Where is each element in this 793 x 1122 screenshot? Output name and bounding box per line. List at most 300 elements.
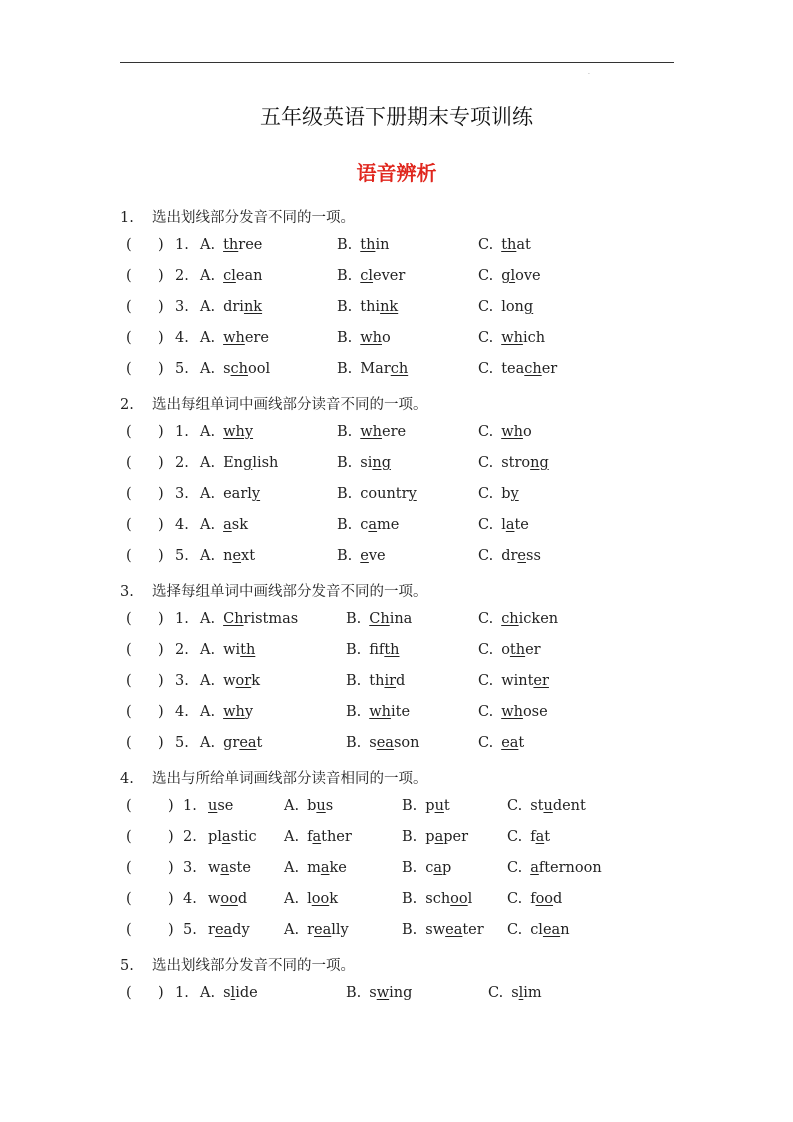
word-suffix: s bbox=[325, 798, 334, 814]
instruction-text: 选出划线部分发音不同的一项。 bbox=[152, 210, 355, 226]
option-a[interactable] bbox=[200, 985, 258, 1001]
question-number: 2. bbox=[175, 642, 189, 659]
given-word bbox=[208, 829, 257, 845]
answer-blank-close[interactable]: ) bbox=[158, 548, 164, 565]
answer-blank-open[interactable]: ( bbox=[126, 642, 132, 659]
section-instruction bbox=[120, 954, 355, 975]
answer-blank-open[interactable]: ( bbox=[126, 860, 132, 877]
option-a[interactable] bbox=[284, 860, 347, 876]
underlined-part: y bbox=[408, 486, 417, 503]
word-suffix: fternoon bbox=[538, 860, 602, 877]
option-c[interactable] bbox=[507, 798, 586, 814]
answer-blank-open[interactable]: ( bbox=[126, 891, 132, 908]
option-c[interactable] bbox=[507, 922, 570, 938]
answer-blank-close[interactable]: ) bbox=[168, 798, 174, 814]
answer-blank-open[interactable]: ( bbox=[126, 611, 132, 627]
word-suffix: o bbox=[382, 330, 391, 347]
word-suffix: l bbox=[467, 891, 473, 908]
word-prefix: l bbox=[501, 517, 506, 534]
section-instruction bbox=[120, 580, 428, 601]
word-suffix: per bbox=[443, 829, 469, 846]
option-c[interactable] bbox=[507, 829, 550, 845]
option-a[interactable] bbox=[200, 548, 255, 564]
option-c[interactable] bbox=[478, 299, 533, 315]
option-a[interactable] bbox=[200, 673, 260, 689]
option-b[interactable] bbox=[346, 735, 419, 751]
underlined-part: a bbox=[505, 517, 515, 534]
option-a[interactable] bbox=[200, 642, 255, 658]
option-c[interactable] bbox=[507, 860, 602, 876]
word-suffix: ere bbox=[244, 330, 269, 347]
option-a[interactable] bbox=[200, 455, 278, 471]
underlined-part: oo bbox=[450, 891, 468, 908]
underlined-part: e bbox=[232, 548, 242, 565]
underlined-part: er bbox=[533, 673, 549, 690]
option-letter: B. bbox=[337, 268, 353, 285]
word-suffix: d bbox=[553, 891, 563, 908]
word-prefix: fif bbox=[369, 642, 385, 659]
word-suffix: k bbox=[329, 891, 338, 908]
answer-blank-close[interactable]: ) bbox=[158, 455, 164, 472]
option-letter: B. bbox=[337, 237, 353, 253]
option-b[interactable] bbox=[337, 299, 398, 315]
word-suffix: p bbox=[442, 860, 452, 877]
word-prefix: w bbox=[223, 673, 236, 690]
answer-blank-open[interactable]: ( bbox=[126, 735, 132, 752]
option-b[interactable] bbox=[337, 330, 391, 346]
question-number: 1. bbox=[175, 237, 189, 253]
underlined-part: oo bbox=[220, 891, 238, 908]
option-letter: A. bbox=[284, 798, 300, 814]
answer-blank-open[interactable]: ( bbox=[126, 361, 132, 378]
option-letter: B. bbox=[346, 704, 362, 721]
option-letter: A. bbox=[200, 735, 216, 752]
option-letter: C. bbox=[478, 735, 494, 752]
underlined-part: wh bbox=[501, 424, 523, 440]
answer-blank-open[interactable]: ( bbox=[126, 673, 132, 690]
word-prefix: b bbox=[501, 486, 511, 503]
option-letter: B. bbox=[402, 829, 418, 846]
word-prefix: thi bbox=[360, 299, 381, 316]
word-suffix: xt bbox=[241, 548, 256, 565]
option-letter: C. bbox=[478, 237, 494, 253]
underlined-part: e bbox=[517, 548, 526, 565]
underlined-part: ea bbox=[501, 735, 519, 752]
option-letter: A. bbox=[200, 517, 216, 534]
option-letter: B. bbox=[337, 299, 353, 316]
option-a[interactable] bbox=[200, 704, 253, 720]
underlined-part: y bbox=[510, 486, 519, 503]
word-prefix: n bbox=[223, 548, 233, 565]
option-letter: C. bbox=[478, 299, 494, 316]
question-row bbox=[0, 268, 793, 288]
underlined-part: ea bbox=[376, 735, 394, 752]
word-prefix: c bbox=[360, 517, 369, 534]
answer-blank-open[interactable]: ( bbox=[126, 517, 132, 534]
word-prefix: sch bbox=[425, 891, 451, 908]
underlined-part: wh bbox=[360, 424, 383, 440]
word-prefix: s bbox=[511, 985, 519, 1001]
answer-blank-close[interactable]: ) bbox=[158, 424, 164, 440]
answer-blank-close[interactable]: ) bbox=[158, 673, 164, 690]
word-suffix: at bbox=[516, 237, 531, 253]
answer-blank-open[interactable]: ( bbox=[126, 424, 132, 440]
word-suffix: er bbox=[525, 642, 541, 659]
option-c[interactable] bbox=[507, 891, 562, 907]
option-letter: C. bbox=[478, 704, 494, 721]
word-prefix: si bbox=[360, 455, 373, 472]
word-prefix: dri bbox=[223, 299, 244, 316]
option-b[interactable] bbox=[346, 673, 405, 689]
underlined-part: ea bbox=[314, 922, 332, 939]
answer-blank-open[interactable]: ( bbox=[126, 704, 132, 721]
option-a[interactable] bbox=[200, 361, 270, 377]
word-suffix: ina bbox=[389, 611, 413, 627]
underlined-part: u bbox=[543, 798, 553, 814]
section-number: 3. bbox=[120, 584, 134, 600]
answer-blank-close[interactable]: ) bbox=[168, 922, 174, 939]
word-suffix: t bbox=[443, 798, 450, 814]
option-letter: B. bbox=[402, 860, 418, 877]
answer-blank-open[interactable]: ( bbox=[126, 548, 132, 565]
underlined-part: u bbox=[434, 798, 444, 814]
option-c[interactable] bbox=[478, 642, 541, 658]
answer-blank-open[interactable]: ( bbox=[126, 237, 132, 253]
option-letter: A. bbox=[284, 922, 300, 939]
word-prefix: th bbox=[369, 673, 385, 690]
word-suffix: sk bbox=[231, 517, 248, 534]
option-c[interactable] bbox=[478, 486, 519, 502]
option-letter: B. bbox=[337, 486, 353, 503]
underlined-part: wh bbox=[501, 330, 523, 347]
word-suffix: ter bbox=[462, 922, 484, 939]
word-suffix: icken bbox=[518, 611, 559, 627]
option-letter: C. bbox=[488, 985, 504, 1001]
option-letter: C. bbox=[478, 517, 494, 534]
underlined-part: a bbox=[220, 860, 230, 877]
option-letter: A. bbox=[200, 486, 216, 503]
underlined-part: e bbox=[360, 548, 369, 565]
given-word bbox=[208, 891, 247, 907]
option-b[interactable] bbox=[346, 611, 412, 627]
question-row bbox=[0, 891, 793, 911]
given-word bbox=[208, 922, 250, 938]
question-row bbox=[0, 829, 793, 849]
option-letter: C. bbox=[507, 891, 523, 908]
option-letter: C. bbox=[507, 829, 523, 846]
answer-blank-close[interactable]: ) bbox=[158, 361, 164, 378]
option-c[interactable] bbox=[478, 548, 541, 564]
option-letter: C. bbox=[507, 860, 523, 877]
option-b[interactable] bbox=[346, 642, 399, 658]
word-suffix: lish bbox=[252, 455, 279, 472]
word-prefix: w bbox=[208, 891, 221, 908]
option-b[interactable] bbox=[402, 798, 450, 814]
section-instruction bbox=[120, 393, 428, 414]
word-suffix: t bbox=[256, 735, 263, 752]
answer-blank-close[interactable]: ) bbox=[158, 237, 164, 253]
option-a[interactable] bbox=[284, 798, 333, 814]
word-prefix: wi bbox=[223, 642, 241, 659]
word-prefix: st bbox=[530, 798, 544, 814]
answer-blank-open[interactable]: ( bbox=[126, 985, 132, 1001]
question-row bbox=[0, 424, 793, 444]
option-b[interactable] bbox=[346, 704, 410, 720]
question-row bbox=[0, 611, 793, 631]
section-number: 2. bbox=[120, 397, 134, 413]
answer-blank-close[interactable]: ) bbox=[158, 735, 164, 752]
option-a[interactable] bbox=[200, 330, 269, 346]
question-row bbox=[0, 704, 793, 724]
option-letter: A. bbox=[200, 237, 216, 253]
answer-blank-close[interactable]: ) bbox=[158, 517, 164, 534]
question-number: 5. bbox=[175, 548, 189, 565]
question-row bbox=[0, 455, 793, 475]
word-suffix: ove bbox=[515, 268, 541, 285]
word-suffix: ich bbox=[522, 330, 546, 347]
word-suffix: son bbox=[393, 735, 420, 752]
option-letter: C. bbox=[478, 611, 494, 627]
option-c[interactable] bbox=[478, 517, 529, 533]
word-suffix: im bbox=[523, 985, 542, 1001]
option-b[interactable] bbox=[337, 548, 386, 564]
word-suffix: ree bbox=[238, 237, 263, 253]
word-suffix: ide bbox=[235, 985, 258, 1001]
answer-blank-open[interactable]: ( bbox=[126, 268, 132, 285]
word-prefix: r bbox=[307, 922, 315, 939]
option-letter: B. bbox=[337, 330, 353, 347]
word-suffix: t bbox=[544, 829, 551, 846]
question-number: 1. bbox=[175, 985, 189, 1001]
question-row bbox=[0, 299, 793, 319]
option-a[interactable] bbox=[200, 735, 262, 751]
answer-blank-close[interactable]: ) bbox=[168, 891, 174, 908]
option-c[interactable] bbox=[478, 268, 541, 284]
word-suffix: er bbox=[541, 361, 558, 378]
option-a[interactable] bbox=[200, 486, 260, 502]
question-number: 4. bbox=[183, 891, 197, 908]
option-b[interactable] bbox=[337, 424, 406, 440]
option-a[interactable] bbox=[284, 922, 349, 938]
underlined-part: wh bbox=[223, 330, 245, 347]
word-prefix: r bbox=[208, 922, 215, 939]
option-letter: A. bbox=[200, 548, 216, 565]
word-prefix: En bbox=[223, 455, 244, 472]
option-letter: A. bbox=[200, 299, 216, 316]
option-b[interactable] bbox=[337, 237, 389, 253]
option-a[interactable] bbox=[200, 237, 262, 253]
answer-blank-close[interactable]: ) bbox=[158, 299, 164, 316]
question-number: 5. bbox=[175, 735, 189, 752]
word-prefix: earl bbox=[223, 486, 252, 503]
underlined-part: th bbox=[509, 642, 526, 659]
option-letter: C. bbox=[478, 548, 494, 565]
option-c[interactable] bbox=[478, 330, 545, 346]
option-letter: A. bbox=[200, 424, 216, 440]
question-number: 1. bbox=[183, 798, 197, 814]
word-suffix: ose bbox=[522, 704, 548, 721]
option-b[interactable] bbox=[337, 517, 399, 533]
question-row bbox=[0, 922, 793, 942]
answer-blank-close[interactable]: ) bbox=[168, 829, 174, 846]
underlined-part: nk bbox=[243, 299, 263, 316]
option-letter: C. bbox=[478, 268, 494, 285]
answer-blank-open[interactable]: ( bbox=[126, 922, 132, 939]
option-b[interactable] bbox=[337, 455, 391, 471]
option-b[interactable] bbox=[402, 829, 468, 845]
section-number: 1. bbox=[120, 210, 134, 226]
answer-blank-open[interactable]: ( bbox=[126, 299, 132, 316]
option-b[interactable] bbox=[337, 486, 417, 502]
underlined-part: u bbox=[208, 798, 218, 814]
option-c[interactable] bbox=[478, 735, 524, 751]
answer-blank-close[interactable]: ) bbox=[158, 486, 164, 503]
answer-blank-open[interactable]: ( bbox=[126, 455, 132, 472]
word-prefix: Mar bbox=[360, 361, 391, 378]
question-number: 4. bbox=[175, 704, 189, 721]
option-b[interactable] bbox=[402, 922, 484, 938]
option-c[interactable] bbox=[478, 455, 549, 471]
word-prefix: b bbox=[307, 798, 317, 814]
word-suffix: t bbox=[518, 735, 525, 752]
option-a[interactable] bbox=[284, 891, 338, 907]
instruction-text: 选出与所给单词画线部分读音相同的一项。 bbox=[152, 771, 428, 787]
question-row bbox=[0, 361, 793, 381]
option-letter: A. bbox=[200, 985, 216, 1001]
option-b[interactable] bbox=[337, 361, 408, 377]
option-c[interactable] bbox=[478, 361, 557, 377]
word-prefix: l bbox=[307, 891, 312, 908]
word-prefix: s bbox=[369, 985, 377, 1001]
section-instruction bbox=[120, 206, 355, 227]
answer-blank-close[interactable]: ) bbox=[158, 704, 164, 721]
answer-blank-close[interactable]: ) bbox=[158, 268, 164, 285]
underlined-part: ng bbox=[372, 455, 391, 472]
underlined-part: ch bbox=[390, 361, 409, 378]
option-c[interactable] bbox=[488, 985, 542, 1001]
question-number: 5. bbox=[175, 361, 189, 378]
option-c[interactable] bbox=[478, 673, 549, 689]
option-b[interactable] bbox=[337, 268, 405, 284]
option-letter: B. bbox=[402, 798, 418, 814]
option-letter: A. bbox=[200, 361, 216, 378]
option-letter: C. bbox=[478, 642, 494, 659]
question-number: 4. bbox=[175, 330, 189, 347]
word-suffix: ke bbox=[329, 860, 347, 877]
answer-blank-open[interactable]: ( bbox=[126, 829, 132, 846]
word-prefix: p bbox=[425, 829, 435, 846]
section-number: 4. bbox=[120, 771, 134, 787]
underlined-part: y bbox=[251, 486, 261, 503]
option-a[interactable] bbox=[200, 424, 253, 440]
option-c[interactable] bbox=[478, 424, 532, 440]
option-a[interactable] bbox=[200, 268, 262, 284]
option-letter: A. bbox=[200, 268, 216, 285]
option-letter: B. bbox=[346, 985, 362, 1001]
underlined-part: ch bbox=[501, 611, 519, 627]
option-letter: C. bbox=[478, 424, 494, 440]
underlined-part: ea bbox=[239, 735, 257, 752]
word-suffix: stic bbox=[230, 829, 257, 846]
option-a[interactable] bbox=[200, 517, 248, 533]
underlined-part: l bbox=[518, 985, 524, 1001]
option-c[interactable] bbox=[478, 611, 558, 627]
option-letter: A. bbox=[200, 455, 216, 472]
word-suffix: ste bbox=[229, 860, 251, 877]
option-c[interactable] bbox=[478, 704, 548, 720]
answer-blank-open[interactable]: ( bbox=[126, 330, 132, 347]
word-prefix: sw bbox=[425, 922, 446, 939]
answer-blank-open[interactable]: ( bbox=[126, 486, 132, 503]
underlined-part: cl bbox=[360, 268, 374, 285]
word-suffix: d bbox=[237, 891, 248, 908]
question-row bbox=[0, 735, 793, 755]
question-row bbox=[0, 237, 793, 257]
answer-blank-close[interactable]: ) bbox=[168, 860, 174, 877]
word-prefix: m bbox=[307, 860, 321, 877]
underlined-part: oo bbox=[311, 891, 330, 908]
underlined-part: th bbox=[501, 237, 517, 253]
option-letter: A. bbox=[284, 891, 300, 908]
answer-blank-close[interactable]: ) bbox=[158, 642, 164, 659]
option-letter: B. bbox=[337, 517, 353, 534]
underlined-part: ea bbox=[445, 922, 463, 939]
underlined-part: a bbox=[368, 517, 378, 534]
question-number: 1. bbox=[175, 611, 189, 627]
option-letter: A. bbox=[200, 673, 216, 690]
option-letter: B. bbox=[337, 548, 353, 565]
underlined-part: a bbox=[320, 860, 330, 877]
question-number: 2. bbox=[183, 829, 197, 846]
option-c[interactable] bbox=[478, 237, 531, 253]
word-prefix: s bbox=[369, 735, 377, 752]
option-a[interactable] bbox=[284, 829, 352, 845]
word-suffix: n bbox=[560, 922, 570, 939]
underlined-part: a bbox=[530, 860, 539, 877]
answer-blank-close[interactable]: ) bbox=[158, 611, 164, 627]
word-prefix: f bbox=[530, 891, 536, 908]
section-number: 5. bbox=[120, 958, 134, 974]
underlined-part: why bbox=[223, 424, 254, 440]
option-b[interactable] bbox=[402, 891, 472, 907]
word-suffix: ther bbox=[321, 829, 352, 846]
option-letter: A. bbox=[200, 704, 216, 721]
underlined-part: a bbox=[434, 829, 444, 846]
underlined-part: g bbox=[243, 455, 253, 472]
word-suffix: dent bbox=[552, 798, 586, 814]
answer-blank-open[interactable]: ( bbox=[126, 798, 132, 814]
question-number: 2. bbox=[175, 455, 189, 472]
option-a[interactable] bbox=[200, 611, 298, 627]
word-suffix: k bbox=[251, 673, 260, 690]
word-prefix: f bbox=[530, 829, 536, 846]
answer-blank-close[interactable]: ) bbox=[158, 330, 164, 347]
instruction-text: 选择每组单词中画线部分发音不同的一项。 bbox=[152, 584, 428, 600]
underlined-part: ir bbox=[384, 673, 397, 690]
question-number: 2. bbox=[175, 268, 189, 285]
answer-blank-close[interactable]: ) bbox=[158, 985, 164, 1001]
option-b[interactable] bbox=[402, 860, 451, 876]
option-letter: B. bbox=[337, 424, 353, 440]
option-b[interactable] bbox=[346, 985, 412, 1001]
question-number: 3. bbox=[175, 299, 189, 316]
underlined-part: th bbox=[240, 642, 256, 659]
word-suffix: ing bbox=[389, 985, 413, 1001]
header-mark: · bbox=[588, 71, 590, 78]
word-prefix: c bbox=[425, 860, 434, 877]
option-a[interactable] bbox=[200, 299, 262, 315]
word-suffix: o bbox=[522, 424, 532, 440]
